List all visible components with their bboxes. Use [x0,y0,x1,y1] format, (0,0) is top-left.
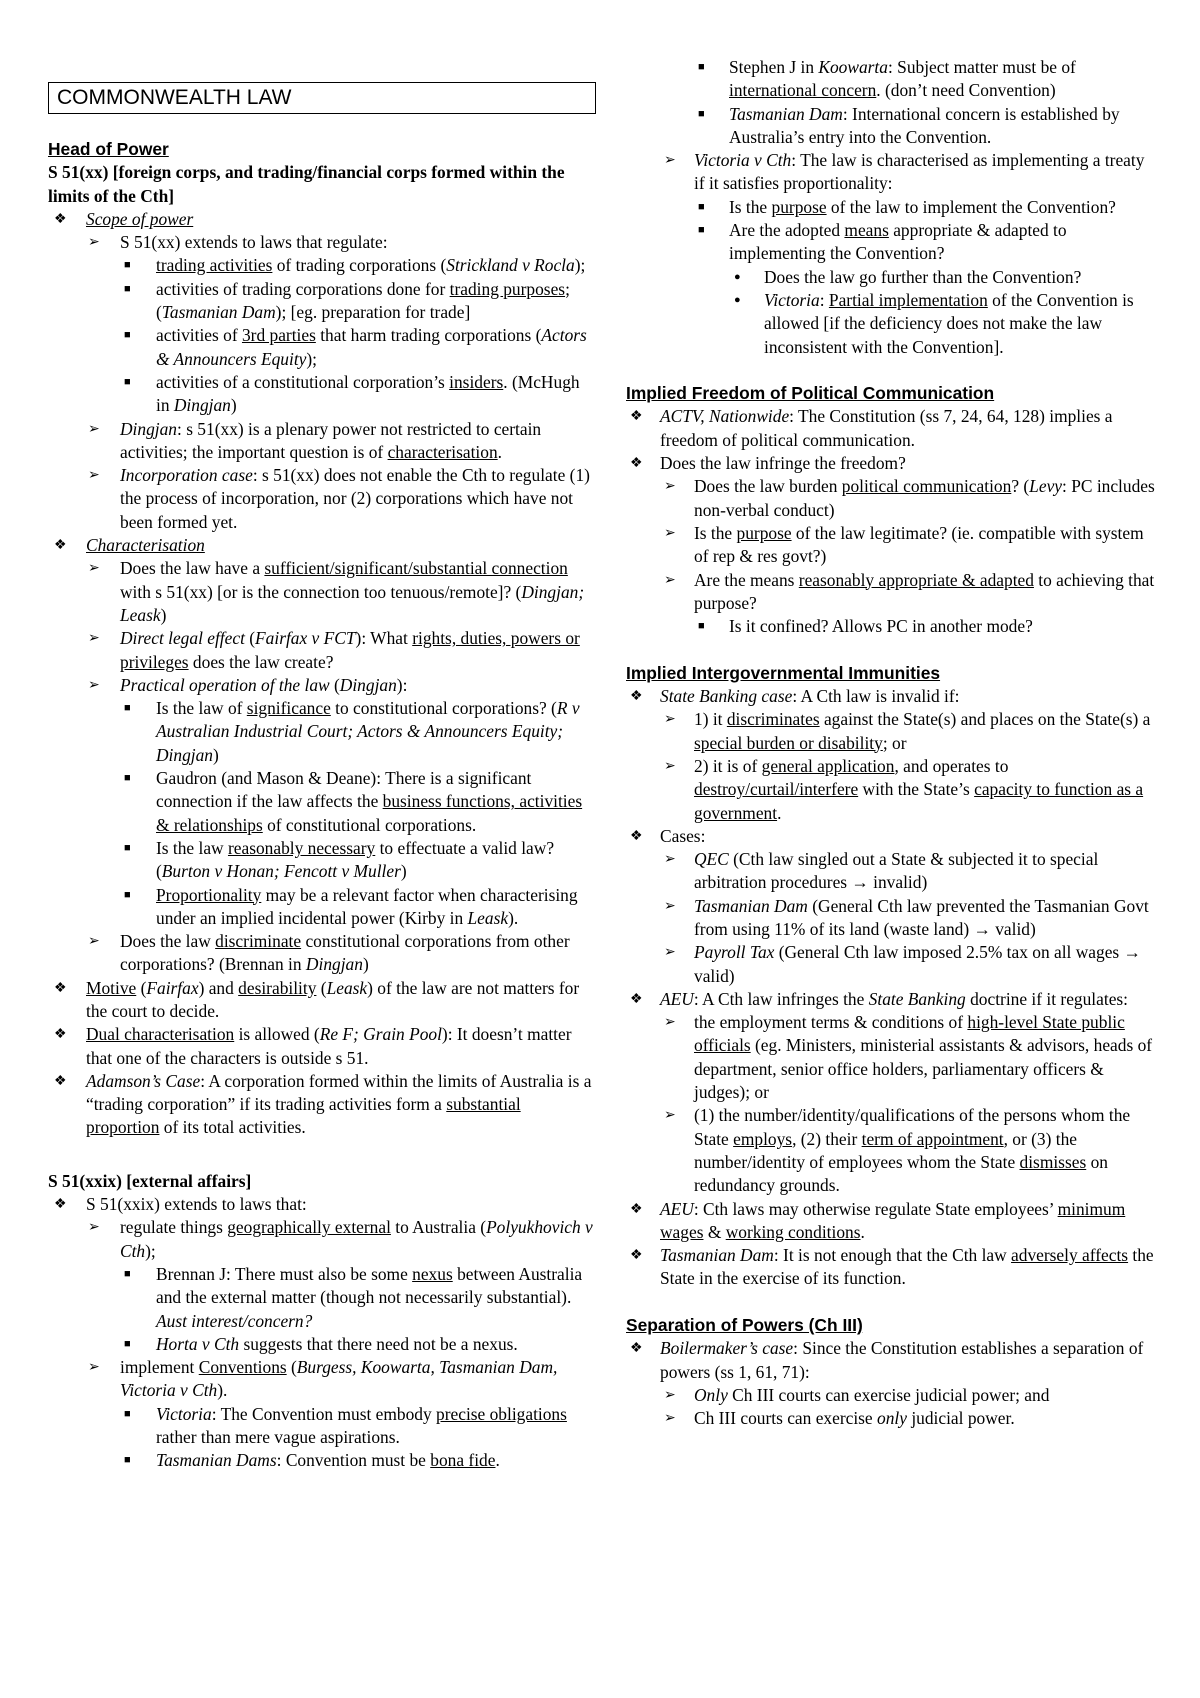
square-bullet-icon: ■ [124,1454,131,1467]
list-item [48,534,596,557]
square-bullet-icon: ■ [698,61,705,73]
list-item: ➢ 2) it is of general application, and operates to destroy/curtail/interfere with the State’s capacity to function as a government. [664,755,1144,823]
arrow-bullet-icon: ➢ [664,1411,676,1427]
arrow-bullet-icon: ➢ [664,758,676,774]
list-item: ❖ AEU: A Cth law infringes the State Banking doctrine if it regulates: [626,988,1156,1011]
document-title: COMMONWEALTH LAW [48,82,596,114]
list-item: ❖ Tasmanian Dam: It is not enough that the Cth law adversely affects the State in the exercise of its function. [630,1245,1154,1289]
subheading-scope: Scope of power [86,208,194,229]
arrow-bullet-icon: ➢ [88,631,100,647]
list-item: ➢ Practical operation of the law (Dingjan): [48,674,596,697]
diamond-bullet-icon: ❖ [630,409,643,425]
arrow-bullet-icon: ➢ [88,561,100,577]
list-item: ■ trading activities of trading corporations (Strickland v Rocla); [48,254,596,277]
square-bullet-icon: ■ [124,1267,131,1280]
arrow-bullet-icon: ➢ [664,852,676,868]
dot-bullet-icon: ● [734,293,741,306]
list-item: ■ activities of 3rd parties that harm trading corporations (Actors & Announcers Equity); [124,325,587,369]
list-item: ■ activities of trading corporations done for trading purposes; (Tasmanian Dam); [eg. preparation for trade] [124,278,570,323]
list-item: ■ Gaudron (and Mason & Deane): There is a significant connection if the law affects the business functions, activities & relationships of constitutional corporations. [124,768,583,835]
list-item: ➢ regulate things geographically external to Australia (Polyukhovich v Cth); [88,1217,593,1261]
arrow-bullet-icon: ➢ [664,945,676,961]
arrow-bullet-icon: ➢ [664,712,676,728]
diamond-bullet-icon: ❖ [54,1073,67,1089]
list-item: ➢ Does the law burden political communication? (Levy: PC includes non-verbal conduct) [664,476,1155,520]
diamond-bullet-icon: ❖ [630,828,643,844]
list-item: ● Does the law go further than the Convention? [626,266,1156,289]
heading-s51xxix: S 51(xxix) [external affairs] [48,1170,252,1191]
heading-sop: Separation of Powers (Ch III) [626,1315,863,1336]
square-bullet-icon: ■ [698,200,705,213]
diamond-bullet-icon: ❖ [54,211,67,227]
list-item: ■ Is it confined? Allows PC in another mode? [626,615,1156,638]
arrow-bullet-icon: ➢ [88,677,100,693]
arrow-bullet-icon: ➢ [664,1387,676,1403]
arrow-bullet-icon: ➢ [664,1015,676,1031]
right-arrow-icon: → [1123,942,1141,963]
list-item: ➢ Does the law have a sufficient/significant/substantial connection with s 51(xx) [or is the connection too tenuous/remote]? (Dingjan; Leask) [88,558,585,625]
diamond-bullet-icon: ❖ [630,456,643,472]
arrow-bullet-icon: ➢ [664,525,676,541]
square-bullet-icon: ■ [698,107,705,120]
list-item: ❖ ACTV, Nationwide: The Constitution (ss 7, 24, 64, 128) implies a freedom of political communication. [630,406,1113,450]
list-item: ➢ Tasmanian Dam (General Cth law prevented the Tasmanian Govt from using 11% of its land (waste land) → valid) [664,895,1149,939]
diamond-bullet-icon: ❖ [630,991,643,1007]
list-item: ❖ AEU: Cth laws may otherwise regulate State employees’ minimum wages & working conditions. [630,1198,1126,1242]
heading-head-of-power: Head of Power [48,139,169,159]
list-item: ● Victoria: Partial implementation of the Convention is allowed [if the deficiency does not make the law inconsistent with the Convention]. [734,289,1134,357]
list-item [48,208,596,231]
left-column [48,52,596,1473]
square-bullet-icon: ■ [698,224,705,237]
diamond-bullet-icon: ❖ [630,1201,643,1217]
arrow-bullet-icon: ➢ [88,468,100,484]
list-item: ■ Victoria: The Convention must embody precise obligations rather than mere vague aspirations. [124,1403,567,1448]
arrow-bullet-icon: ➢ [88,235,100,251]
right-arrow-icon: → [973,918,991,939]
list-item: ➢ Dingjan: s 51(xx) is a plenary power not restricted to certain activities; the important question is of characterisation. [88,418,542,462]
list-item: ■ Is the law reasonably necessary to effectuate a valid law? (Burton v Honan; Fencott v Muller) [124,837,555,882]
dot-bullet-icon: ● [734,270,741,283]
diamond-bullet-icon: ❖ [630,1248,643,1264]
list-item: ➢ the employment terms & conditions of high-level State public officials (eg. Ministers, ministerial assistants & advisors, heads of department, senior office holders, parliamentary officers & judges); or [664,1012,1153,1103]
diamond-bullet-icon: ❖ [54,1197,67,1213]
heading-iii: Implied Intergovernmental Immunities [626,662,941,683]
diamond-bullet-icon: ❖ [54,538,67,554]
square-bullet-icon: ■ [124,1337,131,1350]
square-bullet-icon: ■ [124,772,131,785]
list-item: ➢ Does the law discriminate constitutional corporations from other corporations? (Brennan in Dingjan) [88,931,570,975]
square-bullet-icon: ■ [124,1407,131,1420]
subheading-characterisation: Characterisation [86,535,205,556]
square-bullet-icon: ■ [124,375,131,388]
list-item: ➢ S 51(xx) extends to laws that regulate: [48,231,596,254]
list-item: ■ Are the adopted means appropriate & adapted to implementing the Convention? [698,220,1067,264]
list-item: ➢ Payroll Tax (General Cth law imposed 2.5% tax on all wages → valid) [664,942,1141,986]
diamond-bullet-icon: ❖ [54,980,67,996]
list-item: ➢ Only Ch III courts can exercise judicial power; and [626,1384,1156,1407]
arrow-bullet-icon: ➢ [664,898,676,914]
list-item: ■ Tasmanian Dams: Convention must be bona fide. [48,1449,596,1472]
list-item: ■ activities of a constitutional corporation’s insiders. (McHugh in Dingjan) [124,371,580,416]
diamond-bullet-icon: ❖ [630,1341,643,1357]
square-bullet-icon: ■ [124,282,131,295]
diamond-bullet-icon: ❖ [54,1027,67,1043]
list-item: ❖ Cases: [626,825,1156,848]
arrow-bullet-icon: ➢ [88,1220,100,1236]
list-item: ➢ Ch III courts can exercise only judicial power. [626,1407,1156,1430]
list-item: ■ Stephen J in Koowarta: Subject matter must be of international concern. (don’t need Convention) [698,57,1076,101]
list-item: ■ Tasmanian Dam: International concern is established by Australia’s entry into the Convention. [698,103,1120,147]
list-item: ❖ Boilermaker’s case: Since the Constitution establishes a separation of powers (ss 1, 61, 71): [630,1338,1144,1382]
square-bullet-icon: ■ [124,888,131,901]
list-item: ❖ Dual characterisation is allowed (Re F; Grain Pool): It doesn’t matter that one of the characters is outside s 51. [54,1024,572,1068]
list-item: ■ Proportionality may be a relevant factor when characterising under an implied incidental power (Kirby in Leask). [124,884,578,928]
list-item: ➢ Are the means reasonably appropriate & adapted to achieving that purpose? [664,569,1155,613]
arrow-bullet-icon: ➢ [88,1360,100,1376]
list-item: ❖ S 51(xxix) extends to laws that: [48,1193,596,1216]
list-item: ■ Is the law of significance to constitutional corporations? (R v Australian Industrial Court; Actors & Announcers Equity; Dingjan) [124,698,580,765]
diamond-bullet-icon: ❖ [630,689,643,705]
list-item: ➢ Incorporation case: s 51(xx) does not enable the Cth to regulate (1) the process of incorporation, nor (2) corporations which have not been formed yet. [88,465,590,532]
square-bullet-icon: ■ [124,329,131,342]
list-item: ❖ State Banking case: A Cth law is invalid if: [626,685,1156,708]
arrow-bullet-icon: ➢ [88,421,100,437]
arrow-bullet-icon: ➢ [664,479,676,495]
arrow-bullet-icon: ➢ [664,153,676,169]
arrow-bullet-icon: ➢ [664,1108,676,1124]
arrow-bullet-icon: ➢ [88,934,100,950]
list-item: ➢ Direct legal effect (Fairfax v FCT): What rights, duties, powers or privileges does the law create? [88,628,580,672]
square-bullet-icon: ■ [124,841,131,854]
list-item: ❖ Adamson’s Case: A corporation formed within the limits of Australia is a “trading corporation” if its trading activities form a substantial proportion of its total activities. [54,1070,592,1138]
list-item: ➢ (1) the number/identity/qualifications of the persons whom the State employs, (2) their term of appointment, or (3) the number/identity of employees whom the State dismisses on redundancy grounds. [664,1105,1131,1196]
heading-s51xx: S 51(xx) [foreign corps, and trading/financial corps formed within the limits of the Cth] [48,162,565,206]
list-item: ➢ Is the purpose of the law legitimate? (ie. compatible with system of rep & res govt?) [664,522,1144,567]
list-item: ■ Horta v Cth suggests that there need not be a nexus. [48,1333,596,1356]
list-item: ❖ Does the law infringe the freedom? [626,452,1156,475]
square-bullet-icon: ■ [124,702,131,715]
heading-ifpc: Implied Freedom of Political Communication [626,383,995,404]
list-item: ❖ Motive (Fairfax) and desirability (Leask) of the law are not matters for the court to decide. [54,977,580,1021]
arrow-bullet-icon: ➢ [664,572,676,588]
list-item: ➢ implement Conventions (Burgess, Koowarta, Tasmanian Dam, Victoria v Cth). [88,1357,558,1401]
list-item: ➢ Victoria v Cth: The law is characterised as implementing a treaty if it satisfies proportionality: [664,150,1145,194]
list-item: ➢ 1) it discriminates against the State(s) and places on the State(s) a special burden or disability; or [664,709,1151,753]
square-bullet-icon: ■ [698,620,705,633]
list-item: ➢ QEC (Cth law singled out a State & subjected it to special arbitration procedures → invalid) [664,849,1099,893]
right-arrow-icon: → [851,872,869,893]
list-item: ■ Brennan J: There must also be some nexus between Australia and the external matter (though not necessarily substantial). Aust interest/concern? [124,1263,583,1331]
list-item: ■ Is the purpose of the law to implement the Convention? [626,196,1156,219]
right-column [626,56,1156,1431]
square-bullet-icon: ■ [124,259,131,272]
